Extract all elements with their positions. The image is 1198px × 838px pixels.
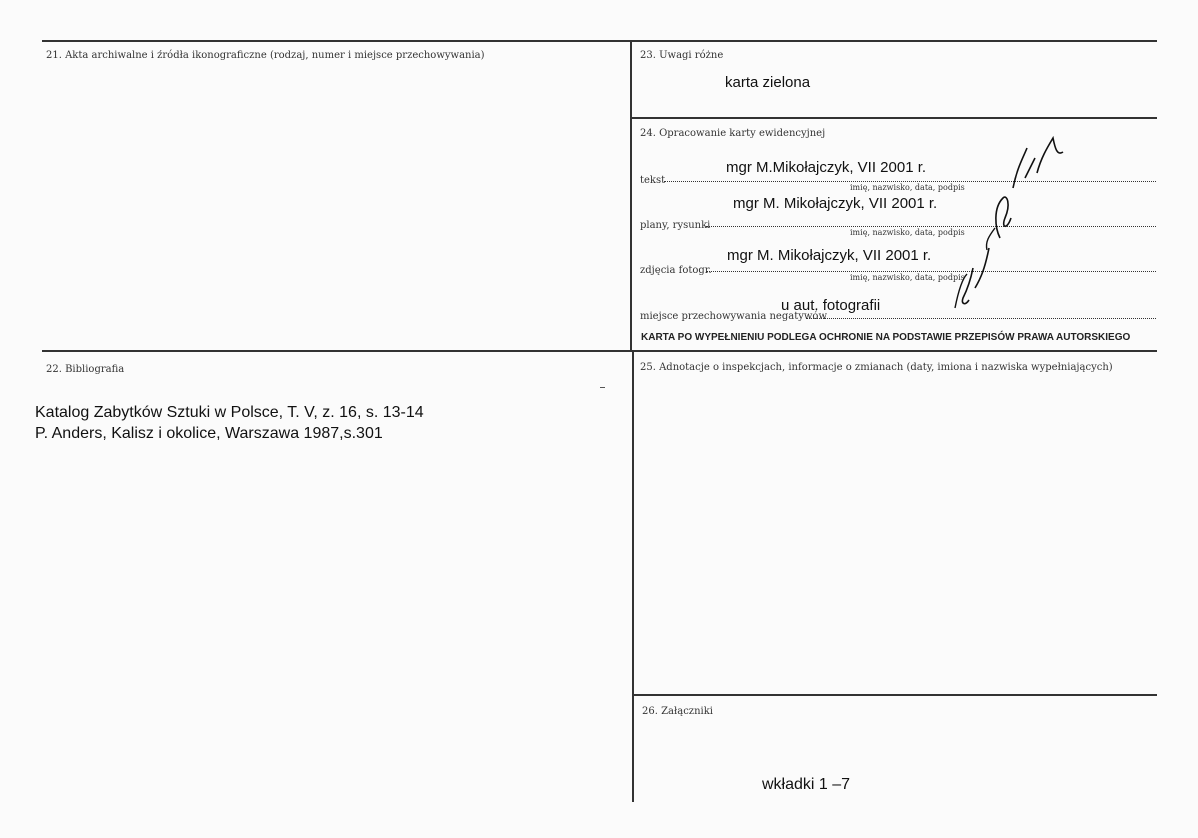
center-divider-lower xyxy=(632,352,634,802)
negatives-label: miejsce przechowywania negatywów xyxy=(640,311,827,322)
zdjecia-value: mgr M. Mikołajczyk, VII 2001 r. xyxy=(727,247,932,264)
negatives-value: u aut. fotografii xyxy=(781,297,881,314)
zdjecia-label: zdjęcia fotogr. xyxy=(640,265,712,276)
section-26-value: wkładki 1 –7 xyxy=(762,776,851,793)
signature xyxy=(945,118,1065,318)
bibliography-list xyxy=(35,402,424,444)
section-26-label: 26. Załączniki xyxy=(642,706,713,717)
bibliography-entry: P. Anders, Kalisz i okolice, Warszawa 1987,s.301 xyxy=(35,425,383,442)
tekst-dotted-line xyxy=(664,181,1156,182)
tekst-label: tekst xyxy=(640,175,666,186)
plany-value: mgr M. Mikołajczyk, VII 2001 r. xyxy=(733,195,938,212)
section-23-value: karta zielona xyxy=(725,74,811,91)
zdjecia-caption: imię, nazwisko, data, podpis xyxy=(850,273,965,282)
rule-23-24 xyxy=(632,117,1157,119)
section-25-label: 25. Adnotacje o inspekcjach, informacje o zmianach (daty, imiona i nazwiska wypełniających) xyxy=(640,362,1113,373)
copyright-notice: KARTA PO WYPEŁNIENIU PODLEGA OCHRONIE NA PODSTAWIE PRZEPISÓW PRAWA AUTORSKIEGO xyxy=(641,332,1131,343)
section-24-label: 24. Opracowanie karty ewidencyjnej xyxy=(640,128,826,139)
mid-rule xyxy=(42,350,1157,352)
tekst-caption: imię, nazwisko, data, podpis xyxy=(850,183,965,192)
plany-label: plany, rysunki xyxy=(640,220,711,231)
tekst-value: mgr M.Mikołajczyk, VII 2001 r. xyxy=(726,159,927,176)
center-divider-upper xyxy=(630,40,632,352)
zdjecia-dotted-line xyxy=(706,271,1156,272)
plany-dotted-line xyxy=(706,226,1156,227)
top-rule xyxy=(42,40,1157,42)
bibliography-entry: Katalog Zabytków Sztuki w Polsce, T. V, z. 16, s. 13-14 xyxy=(35,404,424,421)
section-21-label: 21. Akta archiwalne i źródła ikonograficzne (rodzaj, numer i miejsce przechowywania) xyxy=(46,50,485,61)
section-23-label: 23. Uwagi różne xyxy=(640,50,724,61)
negatives-dotted-line xyxy=(806,318,1156,319)
plany-caption: imię, nazwisko, data, podpis xyxy=(850,228,965,237)
stray-mark xyxy=(600,387,605,388)
section-22-label: 22. Bibliografia xyxy=(46,364,125,375)
rule-25-26 xyxy=(634,694,1157,696)
